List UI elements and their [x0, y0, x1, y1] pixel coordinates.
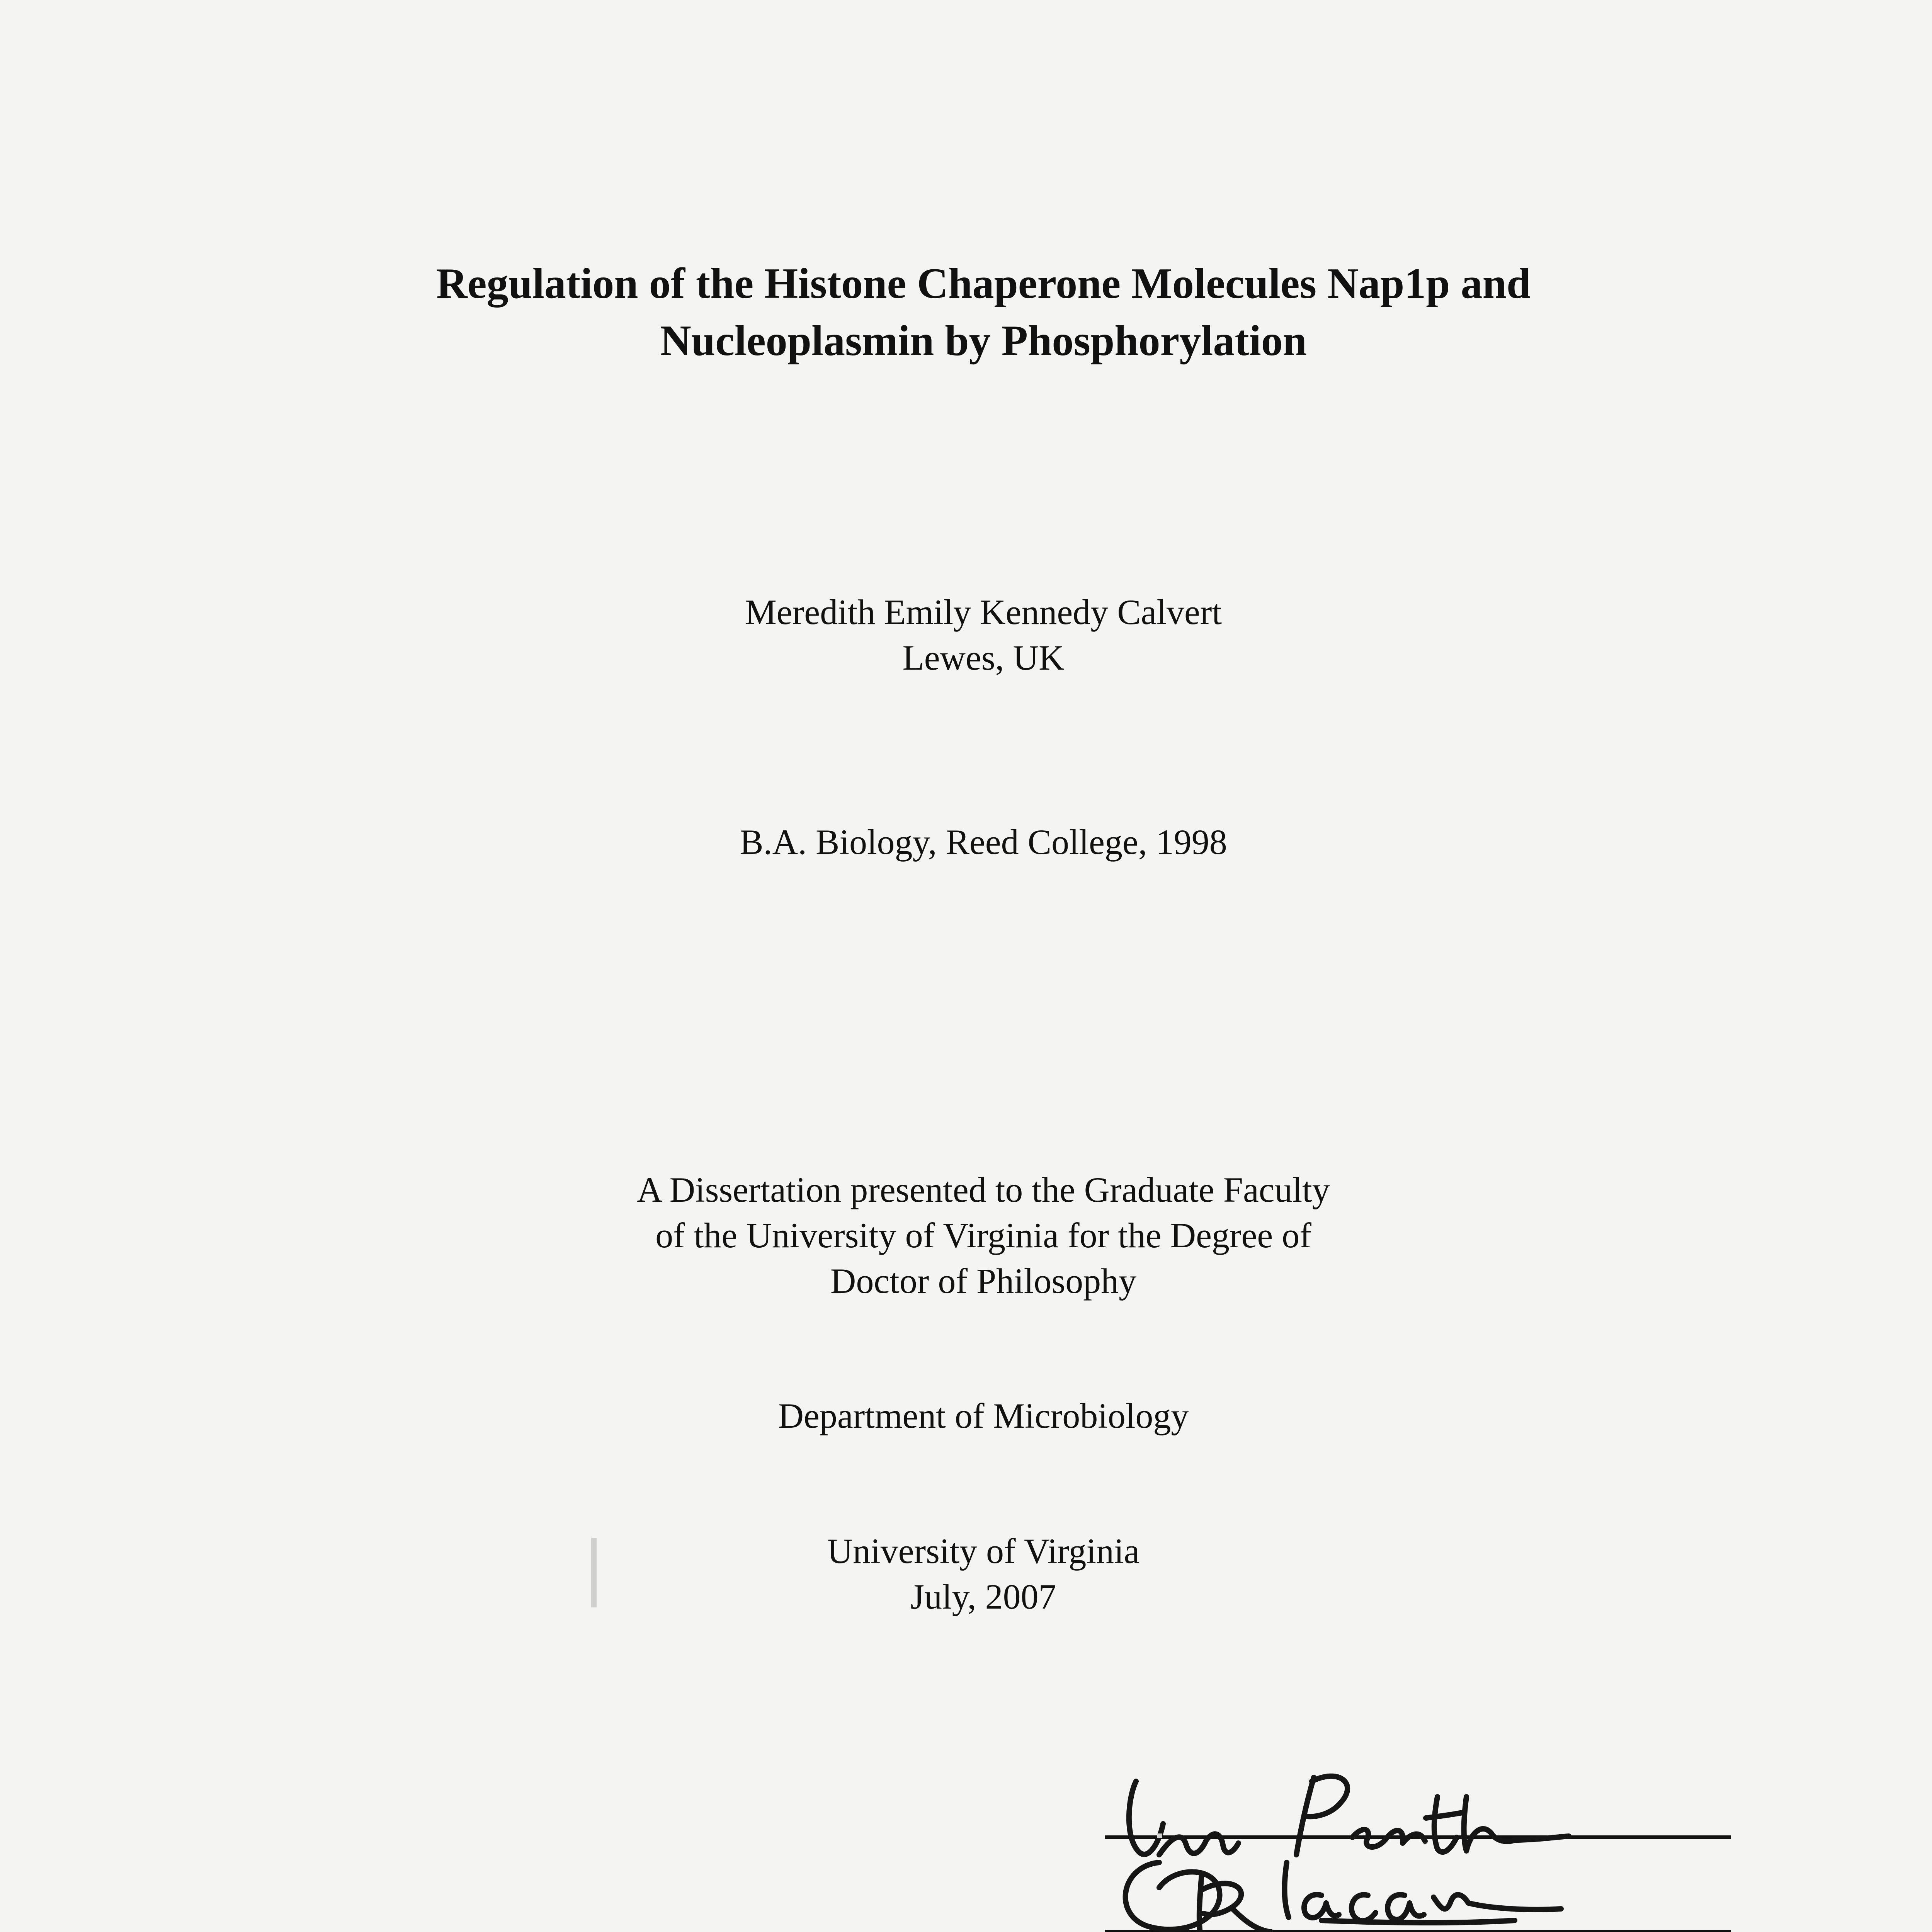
dissertation-line-3: Doctor of Philosophy: [830, 1261, 1137, 1301]
signature-1: [1129, 1776, 1569, 1855]
scan-mark: [1157, 1833, 1162, 1838]
author-name: Meredith Emily Kennedy Calvert: [745, 592, 1222, 632]
title-line-2: Nucleoplasmin by Phosphorylation: [660, 317, 1307, 365]
dissertation-title: [0, 255, 1932, 369]
department: Department of Microbiology: [778, 1396, 1189, 1435]
signature-2: [1126, 1862, 1561, 1932]
dissertation-line-2: of the University of Virginia for the Degree of: [655, 1216, 1311, 1255]
dissertation-line-1: A Dissertation presented to the Graduate Faculty: [637, 1170, 1330, 1209]
dissertation-statement: [0, 1167, 1932, 1304]
institution-name: University of Virginia: [827, 1531, 1140, 1571]
author-location: Lewes, UK: [902, 638, 1065, 677]
title-line-1: Regulation of the Histone Chaperone Molecules Nap1p and: [436, 260, 1531, 308]
submission-date: July, 2007: [910, 1577, 1056, 1616]
author-block: [0, 589, 1932, 680]
signatures: [1105, 1739, 1731, 1932]
prior-degree: B.A. Biology, Reed College, 1998: [740, 822, 1227, 862]
scan-mark: [591, 1538, 597, 1607]
institution-block: [0, 1528, 1932, 1619]
